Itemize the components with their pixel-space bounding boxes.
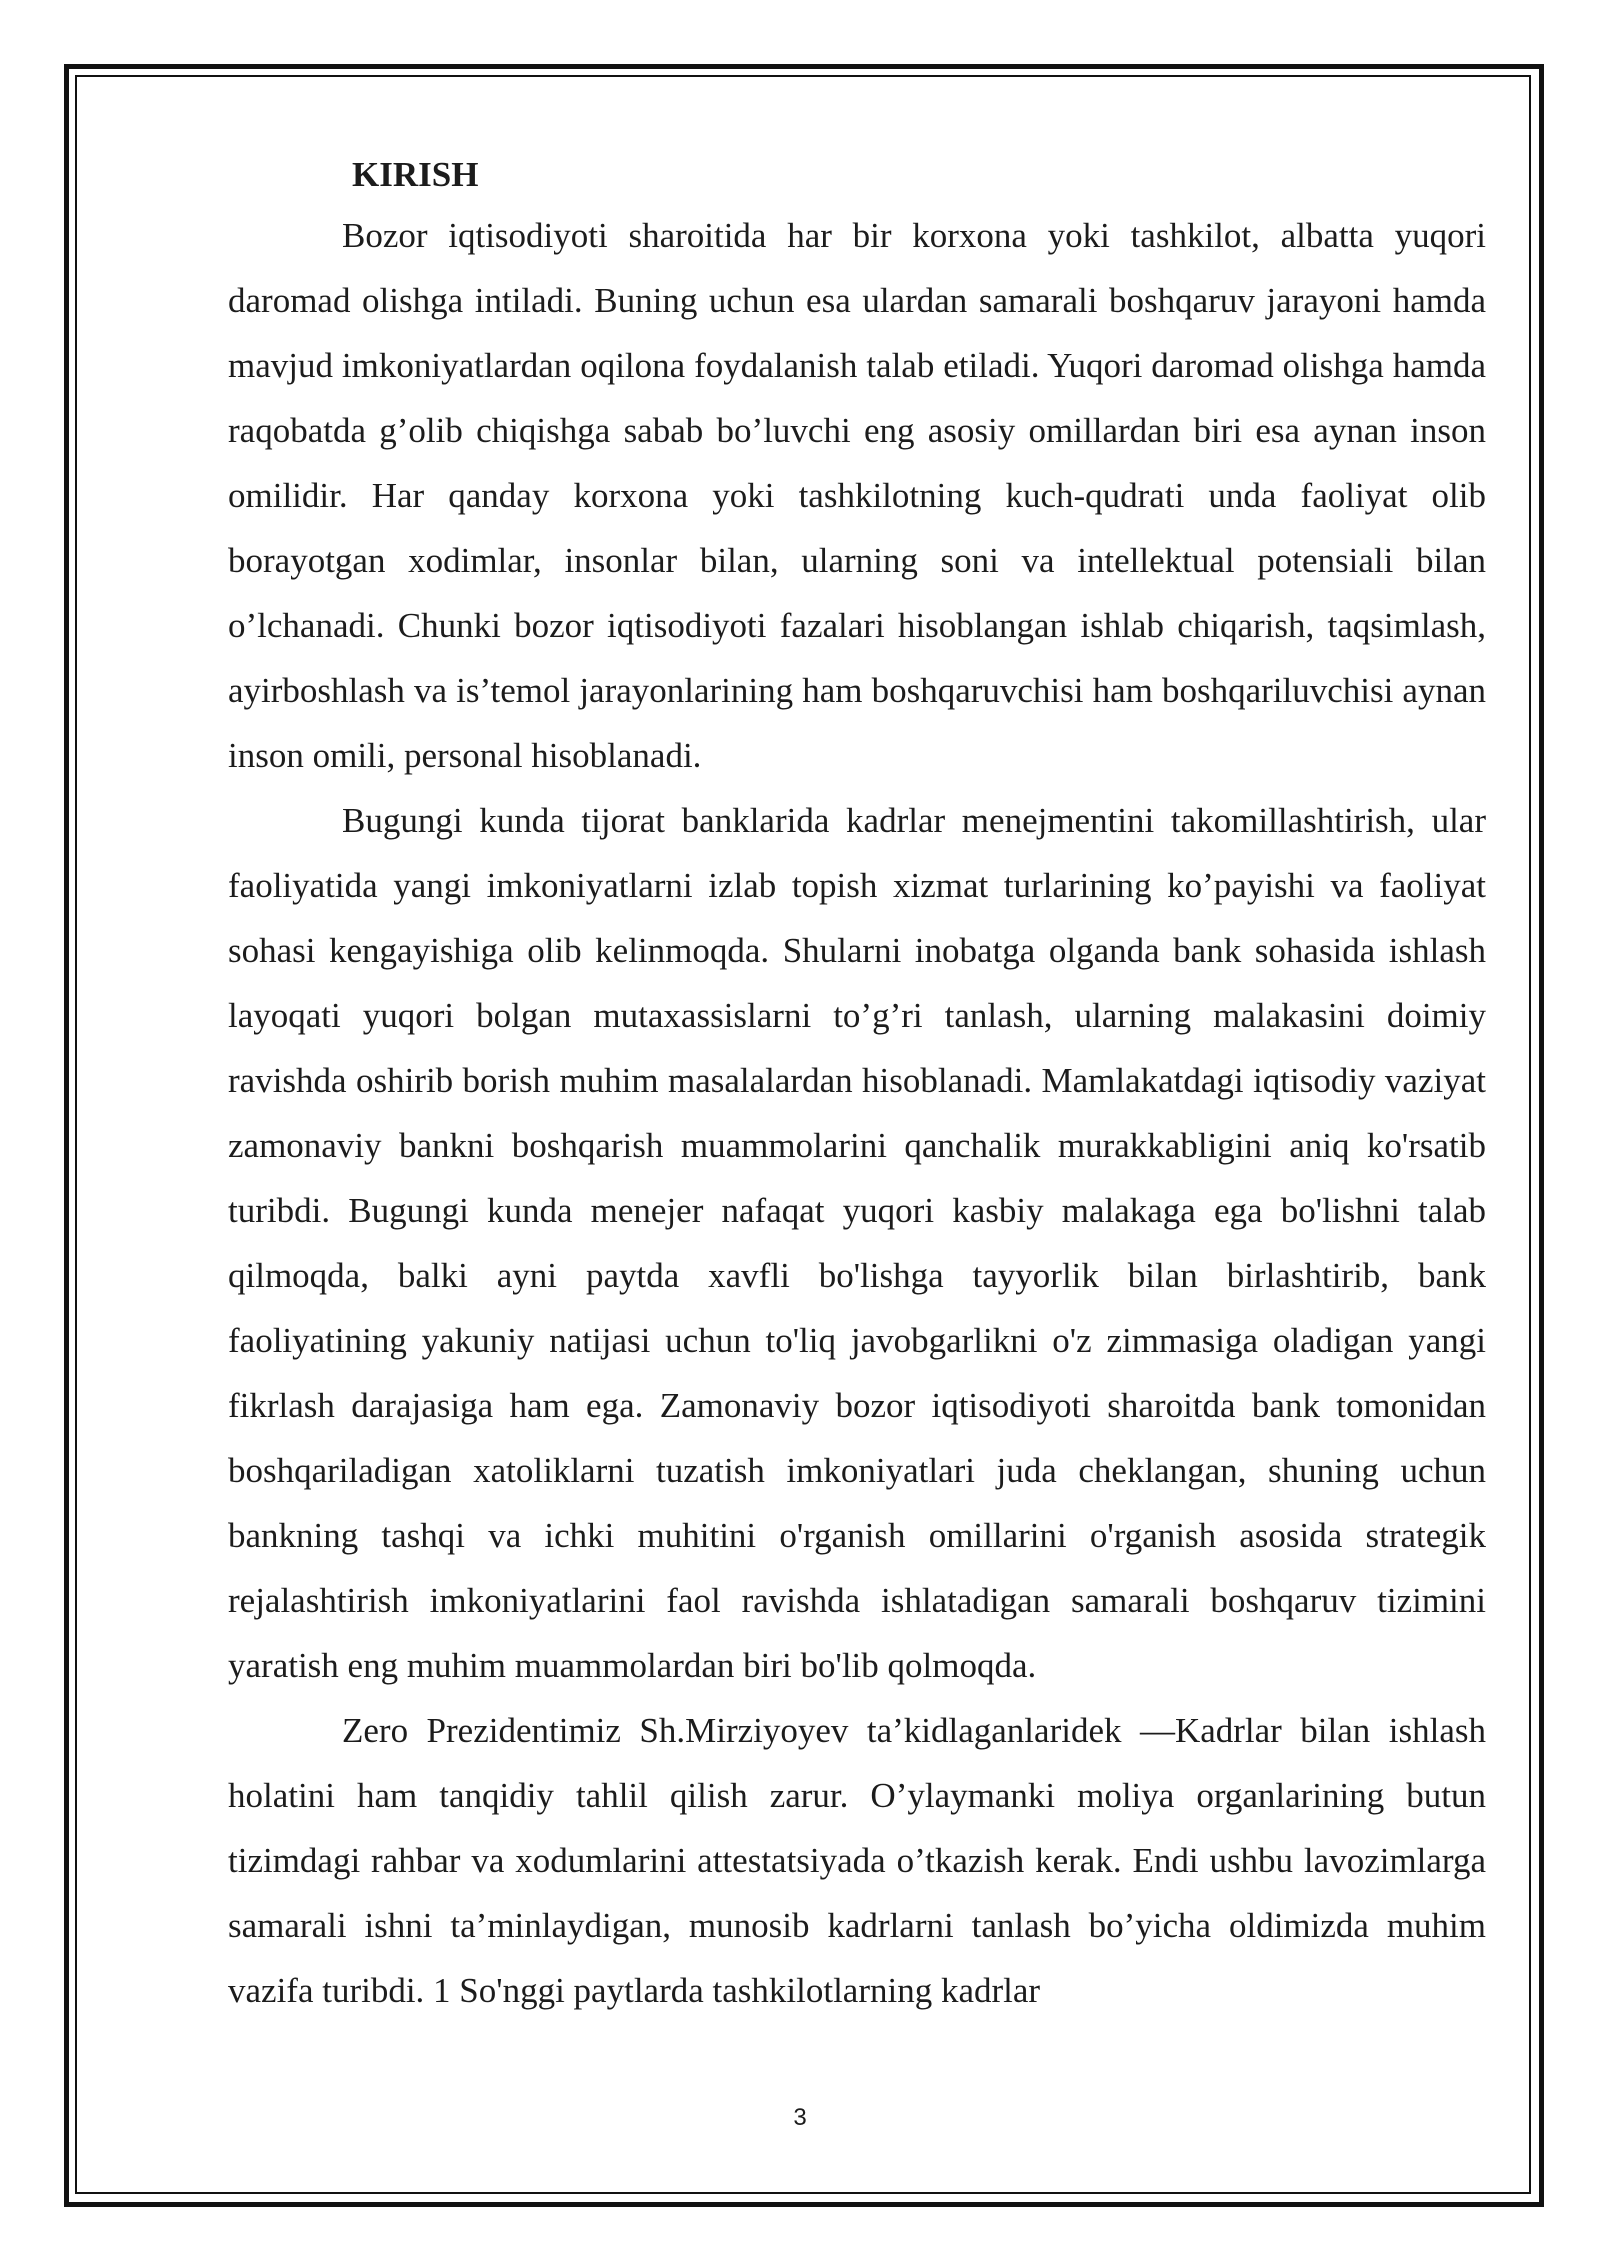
- paragraph-3: Zero Prezidentimiz Sh.Mirziyoyev ta’kidlaganlaridek ―Kadrlar bilan ishlash holatini ham tanqidiy tahlil qilish zarur. O’ylaymanki moliya organlarining butun tizimdagi rahbar va xodumlarini attestatsiyada o’tkazish kerak. Endi ushbu lavozimlarga samarali ishni ta’minlaydigan, munosib kadrlarni tanlash bo’yicha oldimizda muhim vazifa turibdi. 1 So'nggi paytlarda tashkilotlarning kadrlar: [228, 1711, 1486, 2010]
- paragraph-2: Bugungi kunda tijorat banklarida kadrlar menejmentini takomillashtirish, ular faoliyatida yangi imkoniyatlarni izlab topish xizmat turlarining ko’payishi va faoliyat sohasi kengayishiga olib kelinmoqda. Shularni inobatga olganda bank sohasida ishlash layoqati yuqori bolgan mutaxassislarni to’g’ri tanlash, ularning malakasini doimiy ravishda oshirib borish muhim masalalardan hisoblanadi. Mamlakatdagi iqtisodiy vaziyat zamonaviy bankni boshqarish muammolarini qanchalik murakkabligini aniq ko'rsatib turibdi. Bugungi kunda menejer nafaqat yuqori kasbiy malakaga ega bo'lishni talab qilmoqda, balki ayni paytda xavfli bo'lishga tayyorlik bilan birlashtirib, bank faoliyatining yakuniy natijasi uchun to'liq javobgarlikni o'z zimmasiga oladigan yangi fikrlash darajasiga ham ega. Zamonaviy bozor iqtisodiyoti sharoitda bank tomonidan boshqariladigan xatoliklarni tuzatish imkoniyatlari juda cheklangan, shuning uchun bankning tashqi va ichki muhitini o'rganish omillarini o'rganish asosida strategik rejalashtirish imkoniyatlarini faol ravishda ishlatadigan samarali boshqaruv tizimini yaratish eng muhim muammolardan biri bo'lib qolmoqda.: [228, 801, 1486, 1685]
- document-body: [228, 150, 1486, 2023]
- page-number: 3: [793, 2104, 807, 2131]
- section-heading: KIRISH: [352, 155, 479, 194]
- paragraph-1: Bozor iqtisodiyoti sharoitida har bir korxona yoki tashkilot, albatta yuqori daromad olishga intiladi. Buning uchun esa ulardan samarali boshqaruv jarayoni hamda mavjud imkoniyatlardan oqilona foydalanish talab etiladi. Yuqori daromad olishga hamda raqobatda g’olib chiqishga sabab bo’luvchi eng asosiy omillardan biri esa aynan inson omilidir. Har qanday korxona yoki tashkilotning kuch-qudrati unda faoliyat olib borayotgan xodimlar, insonlar bilan, ularning soni va intellektual potensiali bilan o’lchanadi. Chunki bozor iqtisodiyoti fazalari hisoblangan ishlab chiqarish, taqsimlash, ayirboshlash va is’temol jarayonlarining ham boshqaruvchisi ham boshqariluvchisi aynan inson omili, personal hisoblanadi.: [228, 216, 1486, 775]
